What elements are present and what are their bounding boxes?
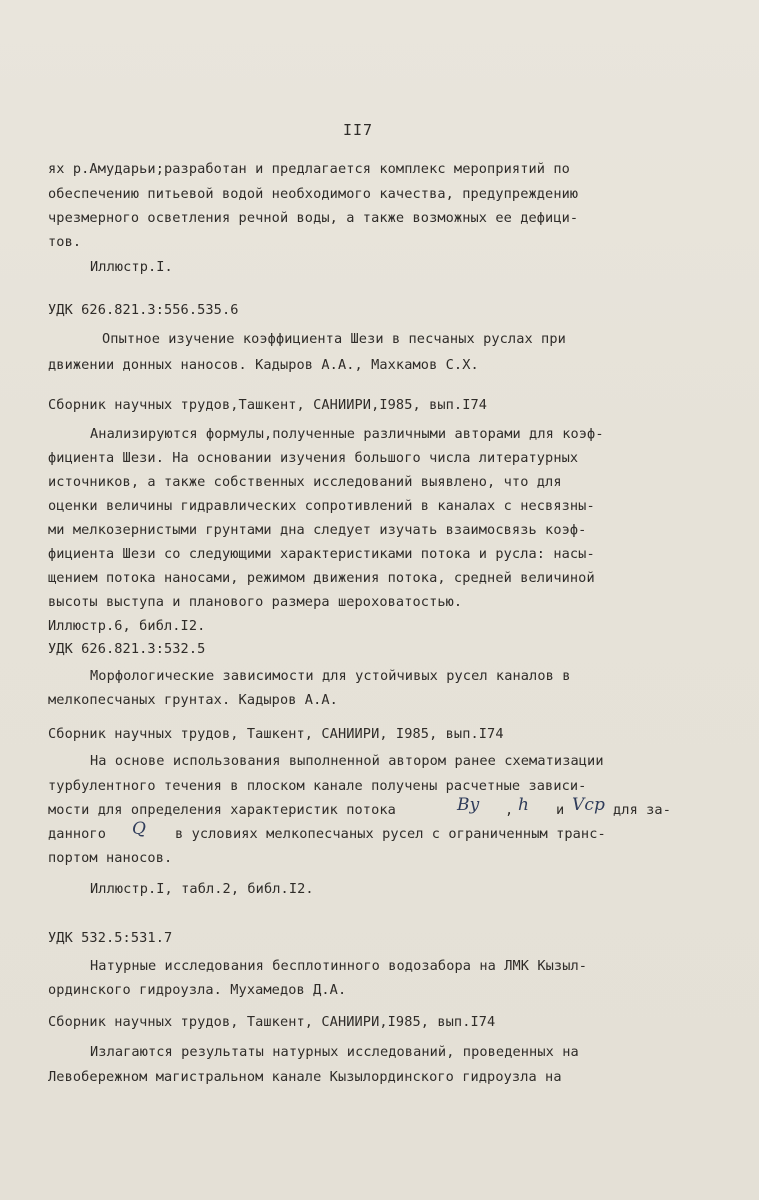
entry-1-abstract-line-5: ми мелкозернистыми грунтами дна следует изучать взаимосвязь коэф-	[48, 522, 587, 538]
entry-1-abstract-line-3: источников, а также собственных исследований выявлено, что для	[48, 474, 562, 490]
intro-line-2: обеспечению питьевой водой необходимого качества, предупреждению	[48, 186, 579, 202]
entry-3-source: Сборник научных трудов, Ташкент, САНИИРИ,I985, вып.I74	[48, 1014, 496, 1030]
conjunction-and: и	[556, 802, 565, 818]
entry-1-abstract-line-7: щением потока наносами, режимом движения потока, средней величиной	[48, 570, 595, 586]
entry-1-abstract-line-2: фициента Шези. На основании изучения большого числа литературных	[48, 450, 579, 466]
entry-1-abstract-line-1: Анализируются формулы,полученные различными авторами для коэф-	[90, 426, 604, 442]
intro-line-1: ях р.Амударьи;разработан и предлагается комплекс мероприятий по	[48, 161, 570, 177]
entry-2-abstract-line-5: портом наносов.	[48, 850, 173, 866]
entry-1-abstract-line-8: высоты выступа и планового размера шероховатостью.	[48, 594, 463, 610]
entry-2-udk: УДК 626.821.3:532.5	[48, 641, 206, 657]
entry-2-abstract-line-3-start: мости для определения характеристик потока	[48, 802, 396, 818]
symbol-q: Q	[132, 819, 147, 839]
entry-1-udk: УДК 626.821.3:556.535.6	[48, 302, 239, 318]
intro-line-3: чрезмерного осветления речной воды, а также возможных ее дефици-	[48, 210, 579, 226]
entry-2-title-line-1: Морфологические зависимости для устойчивых русел каналов в	[90, 668, 571, 684]
entry-1-abstract-line-4: оценки величины гидравлических сопротивлений в каналах с несвязны-	[48, 498, 595, 514]
entry-1-footnote: Иллюстр.6, библ.I2.	[48, 618, 206, 634]
page-number: II7	[343, 121, 374, 139]
entry-1-abstract-line-6: фициента Шези со следующими характеристиками потока и русла: насы-	[48, 546, 595, 562]
symbol-h: h	[518, 795, 530, 815]
entry-2-abstract-line-3-end: для за-	[613, 802, 671, 818]
entry-2-abstract-line-1: На основе использования выполненной автором ранее схематизации	[90, 753, 604, 769]
entry-2-source: Сборник научных трудов, Ташкент, САНИИРИ, I985, вып.I74	[48, 726, 504, 742]
entry-3-abstract-line-2: Левобережном магистральном канале Кызылординского гидроузла на	[48, 1069, 562, 1085]
entry-2-abstract-line-4-start: данного	[48, 826, 106, 842]
comma-separator: ,	[505, 802, 514, 818]
intro-illustrations: Иллюстр.I.	[90, 259, 173, 275]
symbol-by: By	[457, 795, 480, 815]
entry-3-title-line-2: ординского гидроузла. Мухамедов Д.А.	[48, 982, 347, 998]
entry-1-title-line-2: движении донных наносов. Кадыров А.А., Махкамов С.Х.	[48, 357, 479, 373]
symbol-vcp: Vср	[572, 795, 605, 815]
entry-1-title-line-1: Опытное изучение коэффициента Шези в песчаных руслах при	[102, 331, 566, 347]
entry-3-abstract-line-1: Излагаются результаты натурных исследований, проведенных на	[90, 1044, 579, 1060]
entry-3-title-line-1: Натурные исследования бесплотинного водозабора на ЛМК Кызыл-	[90, 958, 588, 974]
entry-2-footnote: Иллюстр.I, табл.2, библ.I2.	[90, 881, 314, 897]
intro-line-4: тов.	[48, 234, 82, 250]
entry-2-abstract-line-2: турбулентного течения в плоском канале получены расчетные зависи-	[48, 778, 587, 794]
entry-3-udk: УДК 532.5:531.7	[48, 930, 173, 946]
entry-2-abstract-line-4-end: в условиях мелкопесчаных русел с ограниченным транс-	[175, 826, 606, 842]
entry-2-title-line-2: мелкопесчаных грунтах. Кадыров А.А.	[48, 692, 338, 708]
entry-1-source: Сборник научных трудов,Ташкент, САНИИРИ,I985, вып.I74	[48, 397, 488, 413]
